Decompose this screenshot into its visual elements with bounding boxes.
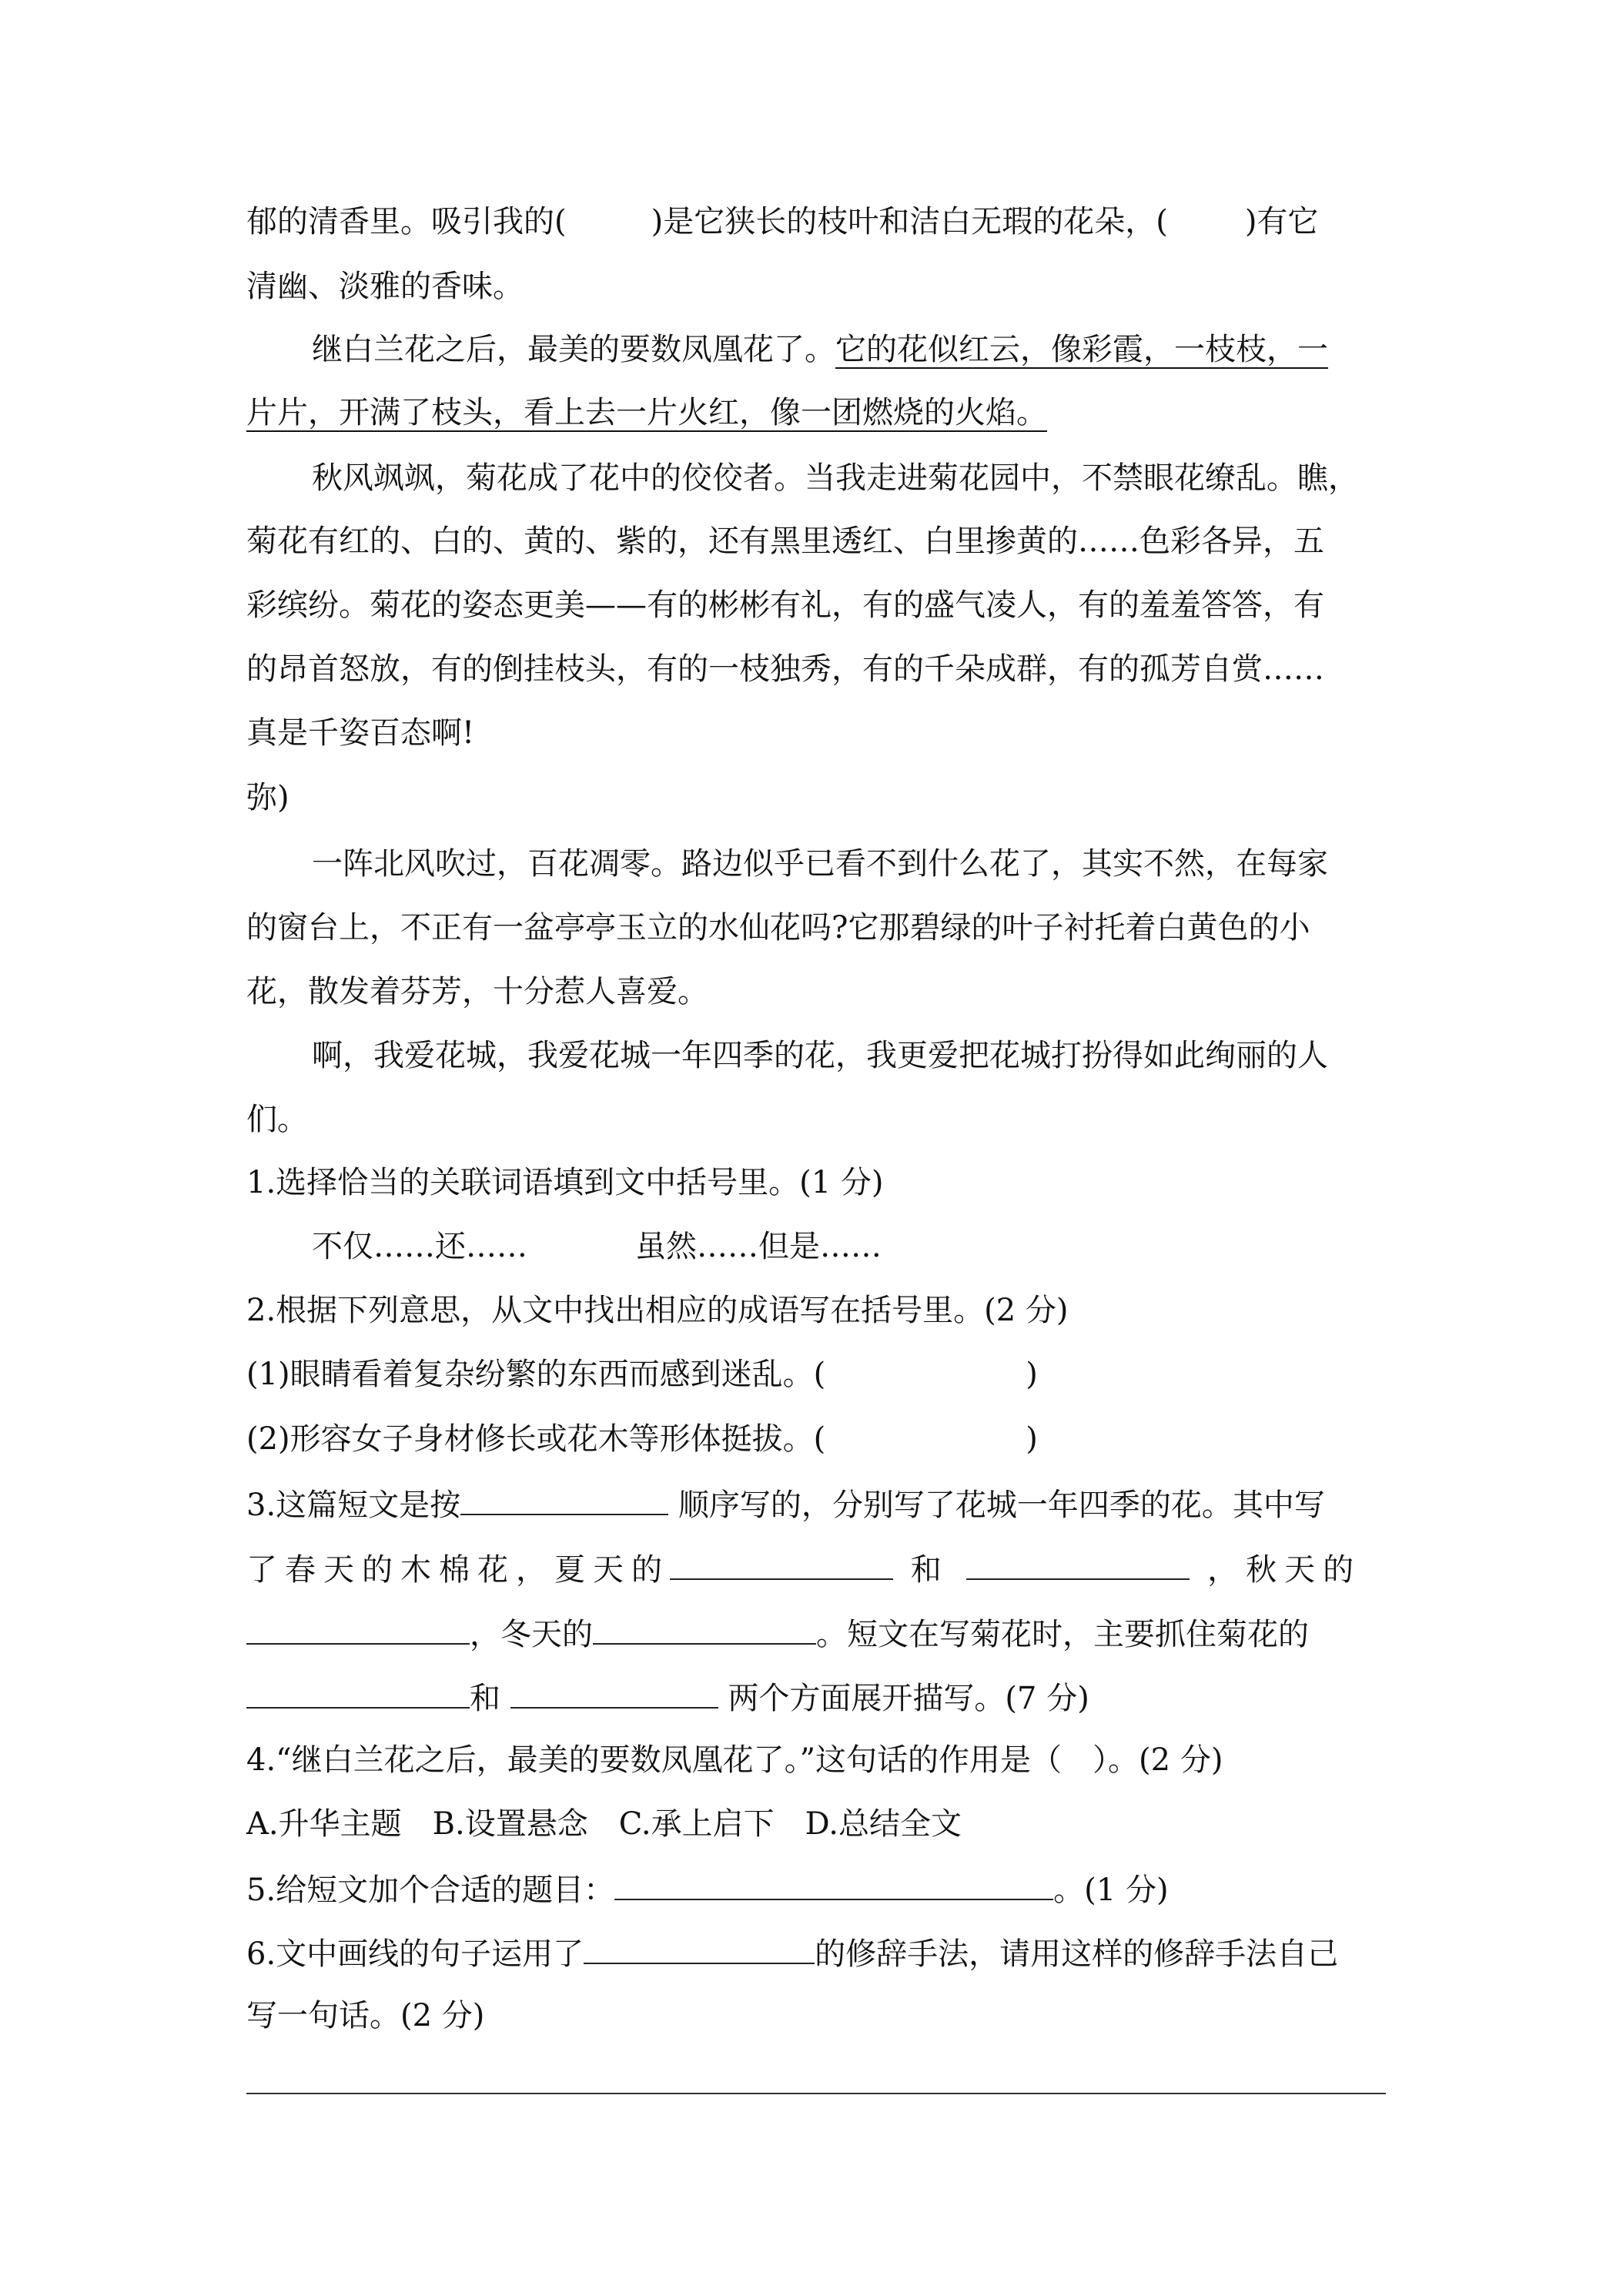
passage-line: 继白兰花之后，最美的要数凤凰花了。它的花似红云，像彩霞，一枝枝，一 xyxy=(312,332,1328,367)
answer-blank[interactable] xyxy=(670,1548,893,1580)
answer-blank[interactable] xyxy=(593,1612,816,1645)
question-6: 写一句话。(2 分) xyxy=(246,1998,485,2033)
question-3: 和 两个方面展开描写。(7 分) xyxy=(246,1676,1089,1719)
question-2: 2.根据下列意思，从文中找出相应的成语写在括号里。(2 分) xyxy=(246,1293,1069,1328)
passage-line: 秋风飒飒，菊花成了花中的佼佼者。当我走进菊花园中，不禁眼花缭乱。瞧， xyxy=(312,460,1359,496)
question-1: 1.选择恰当的关联词语填到文中括号里。(1 分) xyxy=(246,1165,884,1200)
answer-blank[interactable] xyxy=(246,1612,470,1645)
answer-blank[interactable] xyxy=(614,1868,1053,1900)
passage-line: 一阵北风吹过，百花凋零。路边似乎已看不到什么花了，其实不然，在每家 xyxy=(312,846,1328,882)
question-3: 3.这篇短文是按 顺序写的，分别写了花城一年四季的花。其中写 xyxy=(246,1483,1325,1525)
passage-line: 啊，我爱花城，我爱花城一年四季的花，我更爱把花城打扮得如此绚丽的人 xyxy=(312,1038,1328,1073)
passage-line: 们。 xyxy=(246,1102,308,1137)
question-2-item-1: (1)眼睛看着复杂纷繁的东西而感到迷乱。( ) xyxy=(246,1357,1038,1392)
underlined-sentence: 片片，开满了枝头，看上去一片火红，像一团燃烧的火焰。 xyxy=(246,395,1047,430)
question-3: 了春天的木棉花，夏天的 和 ，秋天的 xyxy=(246,1548,1361,1590)
answer-writing-line[interactable] xyxy=(246,2093,1386,2094)
question-3: ，冬天的 。短文在写菊花时，主要抓住菊花的 xyxy=(246,1612,1309,1655)
stray-text: 弥) xyxy=(246,780,289,815)
passage-line: 清幽、淡雅的香味。 xyxy=(246,269,524,304)
question-5: 5.给短文加个合适的题目： 。(1 分) xyxy=(246,1868,1169,1910)
question-2-item-2: (2)形容女子身材修长或花木等形体挺拔。( ) xyxy=(246,1421,1038,1457)
answer-blank[interactable] xyxy=(460,1483,668,1515)
question-4-options: A.升华主题 B.设置悬念 C.承上启下 D.总结全文 xyxy=(246,1806,962,1842)
passage-line: 的昂首怒放，有的倒挂枝头，有的一枝独秀，有的千朵成群，有的孤芳自赏…… xyxy=(246,651,1324,687)
question-4: 4.“继白兰花之后，最美的要数凤凰花了。”这句话的作用是（ ）。(2 分) xyxy=(246,1742,1223,1778)
answer-blank[interactable] xyxy=(246,1676,470,1709)
passage-line: 花，散发着芬芳，十分惹人喜爱。 xyxy=(246,974,708,1009)
passage-line: 彩缤纷。菊花的姿态更美——有的彬彬有礼，有的盛气凌人，有的羞羞答答，有 xyxy=(246,587,1324,623)
passage-line: 真是千姿百态啊! xyxy=(246,715,475,751)
underlined-sentence: 它的花似红云，像彩霞，一枝枝，一 xyxy=(835,332,1328,367)
answer-blank[interactable] xyxy=(510,1676,718,1709)
passage-line: 郁的清香里。吸引我的( )是它狭长的枝叶和洁白无瑕的花朵，( )有它 xyxy=(246,204,1319,239)
question-1-options: 不仅……还…… 虽然……但是…… xyxy=(312,1229,882,1264)
answer-blank[interactable] xyxy=(966,1548,1190,1580)
passage-line xyxy=(246,393,1047,433)
passage-line: 的窗台上，不正有一盆亭亭玉立的水仙花吗?它那碧绿的叶子衬托着白黄色的小 xyxy=(246,910,1310,946)
question-6: 6.文中画线的句子运用了 的修辞手法，请用这样的修辞手法自己 xyxy=(246,1932,1338,1974)
answer-blank[interactable] xyxy=(584,1932,815,1964)
passage-line: 菊花有红的、白的、黄的、紫的，还有黑里透红、白里掺黄的……色彩各异，五 xyxy=(246,524,1324,559)
